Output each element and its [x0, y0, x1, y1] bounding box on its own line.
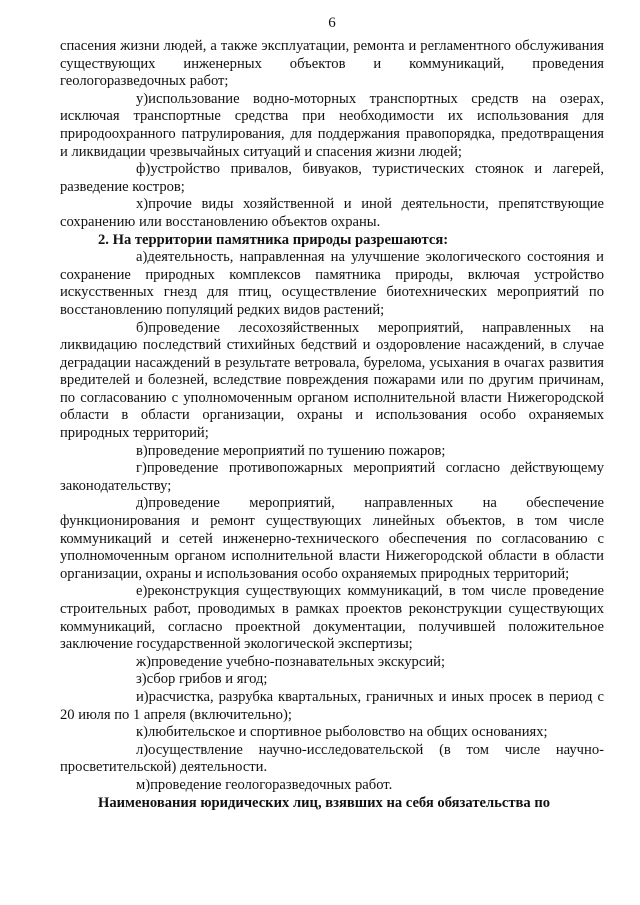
- list-item-text: устройство привалов, бивуаков, туристических стоянок и лагерей, разведение костров;: [60, 161, 604, 195]
- list-item-f: [60, 161, 604, 196]
- paragraph-text: спасения жизни людей, а также эксплуатации, ремонта и регламентного обслуживания существующих инженерных объектов и коммуникаций, проведения геологоразведочных работ;: [60, 38, 604, 90]
- list-marker: ж): [136, 653, 151, 670]
- list-marker: е): [136, 583, 148, 600]
- list-item-u: [60, 91, 604, 161]
- list-item-d: [60, 495, 604, 583]
- list-marker: л): [136, 741, 149, 758]
- list-marker: д): [136, 495, 149, 512]
- list-item-text: реконструкция существующих коммуникаций, в том числе проведение строительных работ, проводимых в рамках проектов реконструкции существующих коммуникаций, согласно проектной документации, получившей положительное заключение государственной экологической экспертизы;: [60, 583, 604, 653]
- list-item-text: осуществление научно-исследовательской (в том числе научно-просветительской) деятельности.: [60, 741, 604, 776]
- page-number: 6: [328, 15, 336, 31]
- list-marker: б): [136, 319, 149, 336]
- list-marker: г): [136, 460, 147, 477]
- legal-entities-heading: Наименования юридических лиц, взявших на себя обязательства по: [98, 794, 551, 811]
- section-heading: 2. На территории памятника природы разрешаются:: [98, 231, 449, 248]
- list-item-text: проведение учебно-познавательных экскурсий;: [150, 653, 446, 670]
- list-item-text: сбор грибов и ягод;: [146, 671, 268, 688]
- list-item-text: проведение противопожарных мероприятий согласно действующему законодательству;: [60, 460, 604, 494]
- list-item-text: проведение мероприятий по тушению пожаров;: [147, 442, 446, 459]
- list-marker: з): [136, 671, 147, 688]
- list-item-e: [60, 583, 604, 653]
- list-marker: а): [136, 249, 148, 266]
- list-item-g: [60, 460, 604, 495]
- list-marker: в): [136, 442, 148, 459]
- list-item-m: [60, 777, 604, 795]
- list-item-text: использование водно-моторных транспортных средств на озерах, исключая транспортные средства при необходимости их использования для природоохранного патрулирования, для поддержания правопорядка, предотвращения и ликвидации чрезвычайных ситуаций и спасения жизни людей;: [60, 90, 604, 160]
- list-item-text: расчистка, разрубка квартальных, граничных и иных просек в период с 20 июля по 1 апреля (включительно);: [60, 688, 604, 723]
- list-item-z: [60, 671, 604, 689]
- list-item-v: [60, 443, 604, 461]
- list-item-k: [60, 724, 604, 742]
- list-item-text: любительское и спортивное рыболовство на общих основаниях;: [147, 724, 548, 741]
- list-item-kh: [60, 196, 604, 231]
- list-item-b: [60, 320, 604, 443]
- list-item-i: [60, 689, 604, 724]
- list-item-text: деятельность, направленная на улучшение экологического состояния и сохранение природных комплексов памятника природы, включая устройство искусственных гнезд для птиц, осуществление биотехнических мероприятий по восстановлению популяций редких видов растений;: [60, 249, 604, 318]
- list-marker: ф): [136, 161, 151, 178]
- list-item-l: [60, 742, 604, 777]
- list-marker: к): [136, 724, 148, 741]
- list-marker: х): [136, 196, 149, 213]
- list-item-zh: [60, 654, 604, 672]
- list-item-a: [60, 249, 604, 319]
- list-item-text: проведение геологоразведочных работ.: [150, 776, 393, 793]
- list-item-text: проведение мероприятий, направленных на обеспечение функционирования и ремонт существующих линейных объектов, в том числе коммуникаций и сетей инженерно-технического обеспечения по согласованию с уполномоченным органом исполнительной власти Нижегородской области в области организации, охраны и использования особо охраняемых природных территорий;: [60, 495, 604, 582]
- list-item-text: проведение лесохозяйственных мероприятий, направленных на ликвидацию последствий стихийных бедствий и оздоровление насаждений, в случае деградации насаждений в результате ветровала, бурелома, усыхания в очагах развития вредителей и болезней, вследствие повреждения пожарами или по другим причинам, по согласованию с уполномоченным органом исполнительной власти Нижегородской области в области организации, охраны и использования особо охраняемых природных территорий;: [60, 319, 604, 442]
- list-marker: у): [136, 90, 149, 107]
- list-marker: и): [136, 688, 149, 705]
- list-item-text: прочие виды хозяйственной и иной деятельности, препятствующие сохранению или восстановлению объектов охраны.: [60, 196, 604, 230]
- paragraph-continuation: [60, 38, 604, 91]
- list-marker: м): [136, 776, 151, 793]
